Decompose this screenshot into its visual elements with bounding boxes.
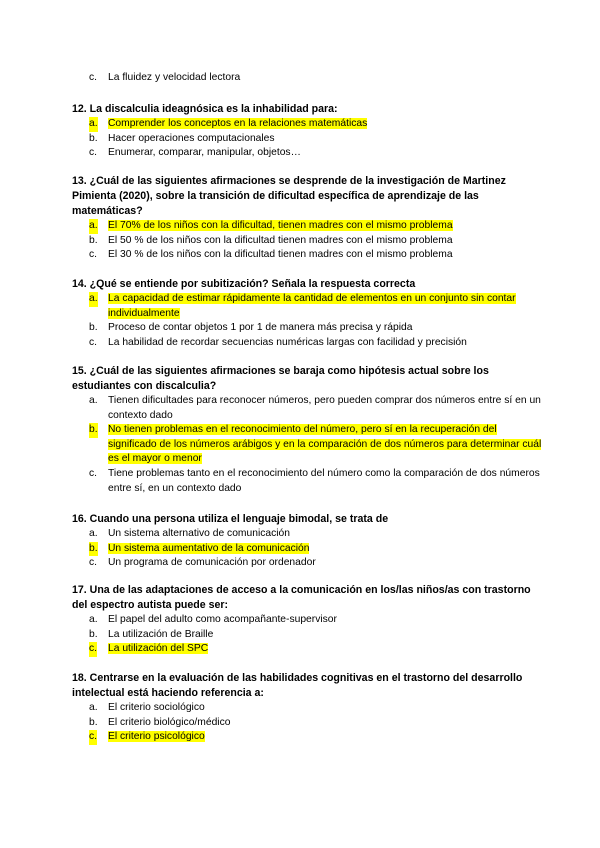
option-12-a: [72, 117, 542, 132]
option-text: Proceso de contar objetos 1 por 1 de manera más precisa y rápida: [108, 322, 413, 334]
option-letter: b.: [89, 322, 98, 334]
question-18-title: 18. Centrarse en la evaluación de las habilidades cognitivas en el trastorno del desarrollo intelectual está haciendo referencia a:: [72, 672, 523, 699]
option-text: La capacidad de estimar rápidamente la cantidad de elementos en un conjunto sin contar individualmente: [108, 293, 516, 319]
option-text: La fluidez y velocidad lectora: [108, 72, 241, 83]
option-13-b: [72, 234, 542, 249]
question-13-title: 13. ¿Cuál de las siguientes afirmaciones se desprende de la investigación de Martinez Pimienta (2020), sobre la transición de dificultad específica de aprendizaje de las matemáticas?: [72, 175, 506, 217]
option-letter: a.: [89, 395, 98, 406]
option-text: El 50 % de los niños con la dificultad tienen madres con el mismo problema: [108, 234, 453, 246]
option-16-b: [72, 542, 542, 557]
question-12-title: 12. La discalculia ideagnósica es la inhabilidad para:: [72, 103, 338, 115]
option-text: El criterio biológico/médico: [108, 716, 231, 728]
option-letter: a.: [89, 219, 98, 234]
question-15: [72, 364, 542, 496]
option-letter: c.: [89, 249, 98, 261]
option-text: El papel del adulto como acompañante-supervisor: [108, 614, 337, 625]
option-text: El 30 % de los niños con la dificultad tienen madres con el mismo problema: [108, 249, 453, 261]
option-text: Un sistema aumentativo de la comunicación: [108, 542, 310, 554]
option-15-c: [72, 467, 542, 496]
option-letter: c.: [89, 557, 98, 569]
option-letter: b.: [89, 716, 98, 728]
option-letter: a.: [89, 702, 98, 713]
option-text: El criterio sociológico: [108, 702, 205, 713]
question-18: [72, 671, 542, 745]
option-letter: c.: [89, 467, 98, 479]
option-text: La utilización del SPC: [108, 643, 209, 655]
option-text: Un programa de comunicación por ordenador: [108, 557, 316, 569]
option-15-a: [72, 394, 542, 423]
question-11-tail: [72, 71, 542, 86]
option-14-c: [72, 336, 542, 351]
question-17-title: 17. Una de las adaptaciones de acceso a la comunicación en los/las niños/as con trastorno del espectro autista puede ser:: [72, 584, 531, 611]
option-letter: a.: [89, 117, 98, 132]
option-18-a: [72, 701, 542, 716]
option-letter: c.: [89, 730, 97, 745]
option-text: Comprender los conceptos en la relaciones matemáticas: [108, 118, 368, 129]
option-letter: a.: [89, 614, 98, 625]
option-text: La utilización de Braille: [108, 628, 214, 640]
option-letter: b.: [89, 628, 98, 640]
question-15-title: 15. ¿Cuál de las siguientes afirmaciones se baraja como hipótesis actual sobre los estudiantes con discalculia?: [72, 365, 489, 392]
option-text: Tiene problemas tanto en el reconocimiento del número como la comparación de dos números entre sí, en un contexto dado: [108, 467, 540, 494]
question-13: [72, 174, 542, 263]
option-letter: a.: [89, 292, 98, 307]
question-16: [72, 512, 542, 571]
option-text: No tienen problemas en el reconocimiento del número, pero sí en la recuperación del significado de los números arábigos y en la comparación de dos números para determinar cuál es el mayor o menor: [108, 424, 542, 465]
option-text: El 70% de los niños con la dificultad, tienen madres con el mismo problema: [108, 220, 453, 231]
option-17-b: [72, 628, 542, 643]
option-text: Tienen dificultades para reconocer números, pero pueden comprar dos números entre sí en un contexto dado: [108, 395, 541, 421]
option-11-c: [72, 71, 542, 86]
option-text: La habilidad de recordar secuencias numéricas largas con facilidad y precisión: [108, 336, 467, 348]
option-18-b: [72, 716, 542, 731]
option-text: Un sistema alternativo de comunicación: [108, 528, 291, 539]
option-letter: c.: [89, 642, 97, 657]
option-text: El criterio psicológico: [108, 731, 205, 743]
option-text: Hacer operaciones computacionales: [108, 132, 275, 144]
option-16-a: [72, 527, 542, 542]
option-letter: b.: [89, 234, 98, 246]
option-16-c: [72, 556, 542, 571]
option-12-c: [72, 146, 542, 161]
option-14-b: [72, 321, 542, 336]
option-13-c: [72, 248, 542, 263]
option-18-c: [72, 730, 542, 745]
option-17-a: [72, 613, 542, 628]
option-12-b: [72, 132, 542, 147]
option-13-a: [72, 219, 542, 234]
option-letter: a.: [89, 528, 98, 539]
option-letter: c.: [89, 147, 98, 159]
option-text: Enumerar, comparar, manipular, objetos…: [108, 147, 301, 159]
option-letter: c.: [89, 336, 98, 348]
option-letter: b.: [89, 542, 98, 557]
option-15-b: [72, 423, 542, 467]
question-14-title: 14. ¿Qué se entiende por subitización? Señala la respuesta correcta: [72, 278, 416, 290]
option-14-a: [72, 292, 542, 321]
question-14: [72, 277, 542, 350]
question-17: [72, 583, 542, 657]
option-17-c: [72, 642, 542, 657]
option-letter: c.: [89, 72, 98, 83]
option-letter: b.: [89, 423, 98, 438]
option-letter: b.: [89, 132, 98, 144]
question-16-title: 16. Cuando una persona utiliza el lenguaje bimodal, se trata de: [72, 513, 389, 525]
question-12: [72, 102, 542, 161]
